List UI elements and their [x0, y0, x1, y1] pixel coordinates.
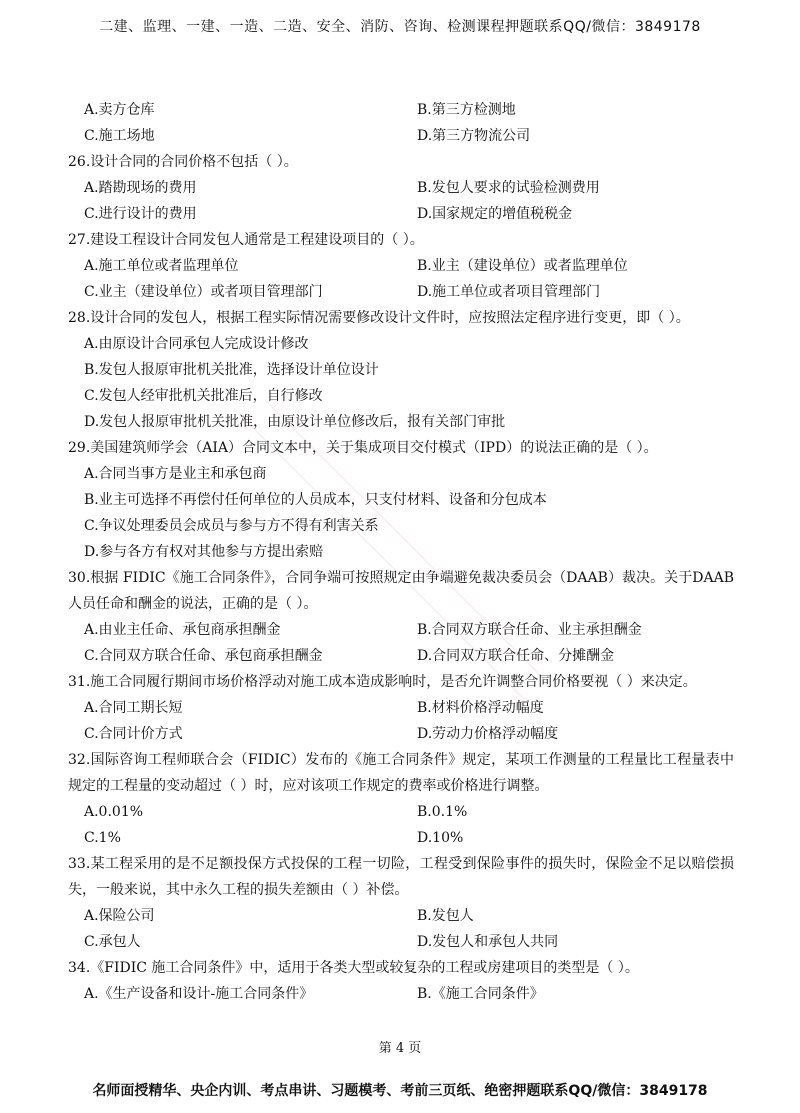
- question-33: [68, 851, 734, 955]
- question-28: [68, 305, 734, 435]
- option-c: C.发包人经审批机关批准后，自行修改: [84, 388, 323, 404]
- page-footer: 名师面授精华、央企内训、考点串讲、习题模考、考前三页纸、绝密押题联系QQ/微信：3849178: [92, 1083, 708, 1099]
- option-a: A.合同当事方是业主和承包商: [84, 466, 267, 482]
- option-a: A.由业主任命、承包商承担酬金: [84, 622, 281, 638]
- question-text: 34.《FIDIC 施工合同条件》中，适用于各类大型或较复杂的工程或房建项目的类型是（ ）。: [68, 960, 639, 976]
- page-header: 二建、监理、一建、一造、二造、安全、消防、咨询、检测课程押题联系QQ/微信：3849178: [99, 19, 701, 35]
- question-text: 30.根据 FIDIC《施工合同条件》，合同争端可按照规定由争端避免裁决委员会（DAAB）裁决。关于DAAB 人员任命和酬金的说法，正确的是（ ）。: [68, 570, 734, 612]
- option-c: C.合同双方联合任命、承包商承担酬金: [84, 648, 323, 664]
- option-c: C.承包人: [84, 934, 141, 950]
- question-text: 33.某工程采用的是不足额投保方式投保的工程一切险，工程受到保险事件的损失时，保险金不足以赔偿损失，一般来说，其中永久工程的损失差额由（ ）补偿。: [68, 856, 734, 898]
- option-d: D.施工单位或者项目管理部门: [417, 284, 601, 300]
- option-a: A.踏勘现场的费用: [84, 180, 197, 196]
- option-a: A.卖方仓库: [84, 102, 155, 118]
- option-d: D.国家规定的增值税税金: [417, 206, 573, 222]
- option-d: D.劳动力价格浮动幅度: [417, 726, 559, 742]
- question-text: 26.设计合同的合同价格不包括（ ）。: [68, 154, 298, 170]
- option-a: A.0.01%: [84, 804, 144, 820]
- option-b: B.《施工合同条件》: [417, 986, 544, 1002]
- question-27: [68, 227, 734, 305]
- question-list: [68, 97, 734, 1007]
- question-34: [68, 955, 734, 1007]
- option-d: D.10%: [417, 830, 464, 846]
- option-a: A.由原设计合同承包人完成设计修改: [84, 336, 309, 352]
- question-text: 32.国际咨询工程师联合会（FIDIC）发布的《施工合同条件》规定，某项工作测量的工程量比工程量表中规定的工程量的变动超过（ ）时，应对该项工作规定的费率或价格进行调整。: [68, 752, 734, 794]
- option-b: B.业主（建设单位）或者监理单位: [417, 258, 628, 274]
- option-d: D.参与各方有权对其他参与方提出索赔: [84, 544, 324, 560]
- question-text: 28.设计合同的发包人，根据工程实际情况需要修改设计文件时，应按照法定程序进行变更，即（ ）。: [68, 310, 690, 326]
- option-d: D.第三方物流公司: [417, 128, 531, 144]
- question-29: [68, 435, 734, 565]
- option-a: A.《生产设备和设计-施工合同条件》: [84, 986, 314, 1002]
- option-d: D.发包人报原审批机关批准，由原设计单位修改后，报有关部门审批: [84, 414, 506, 430]
- option-c: C.业主（建设单位）或者项目管理部门: [84, 284, 323, 300]
- question-text: 29.美国建筑师学会（AIA）合同文本中，关于集成项目交付模式（IPD）的说法正确的是（ ）。: [68, 440, 658, 456]
- option-b: B.第三方检测地: [417, 102, 516, 118]
- option-d: D.合同双方联合任命、分摊酬金: [417, 648, 615, 664]
- option-c: C.1%: [84, 830, 121, 846]
- prev-question-options: [68, 97, 734, 149]
- page-number: 第 4 页: [378, 1041, 422, 1056]
- option-a: A.保险公司: [84, 908, 155, 924]
- option-a: A.合同工期长短: [84, 700, 183, 716]
- question-text: 27.建设工程设计合同发包人通常是工程建设项目的（ ）。: [68, 232, 424, 248]
- option-c: C.进行设计的费用: [84, 206, 197, 222]
- option-b: B.发包人要求的试验检测费用: [417, 180, 600, 196]
- option-a: A.施工单位或者监理单位: [84, 258, 239, 274]
- option-d: D.发包人和承包人共同: [417, 934, 559, 950]
- question-30: [68, 565, 734, 669]
- question-32: [68, 747, 734, 851]
- option-c: C.合同计价方式: [84, 726, 183, 742]
- question-26: [68, 149, 734, 227]
- option-b: B.0.1%: [417, 804, 468, 820]
- option-b: B.业主可选择不再偿付任何单位的人员成本，只支付材料、设备和分包成本: [84, 492, 547, 508]
- question-text: 31.施工合同履行期间市场价格浮动对施工成本造成影响时，是否允许调整合同价格要视（ ）来决定。: [68, 674, 697, 690]
- option-b: B.合同双方联合任命、业主承担酬金: [417, 622, 642, 638]
- option-b: B.发包人: [417, 908, 474, 924]
- option-c: C.施工场地: [84, 128, 155, 144]
- option-b: B.材料价格浮动幅度: [417, 700, 544, 716]
- option-c: C.争议处理委员会成员与参与方不得有利害关系: [84, 518, 379, 534]
- question-31: [68, 669, 734, 747]
- option-b: B.发包人报原审批机关批准，选择设计单位设计: [84, 362, 379, 378]
